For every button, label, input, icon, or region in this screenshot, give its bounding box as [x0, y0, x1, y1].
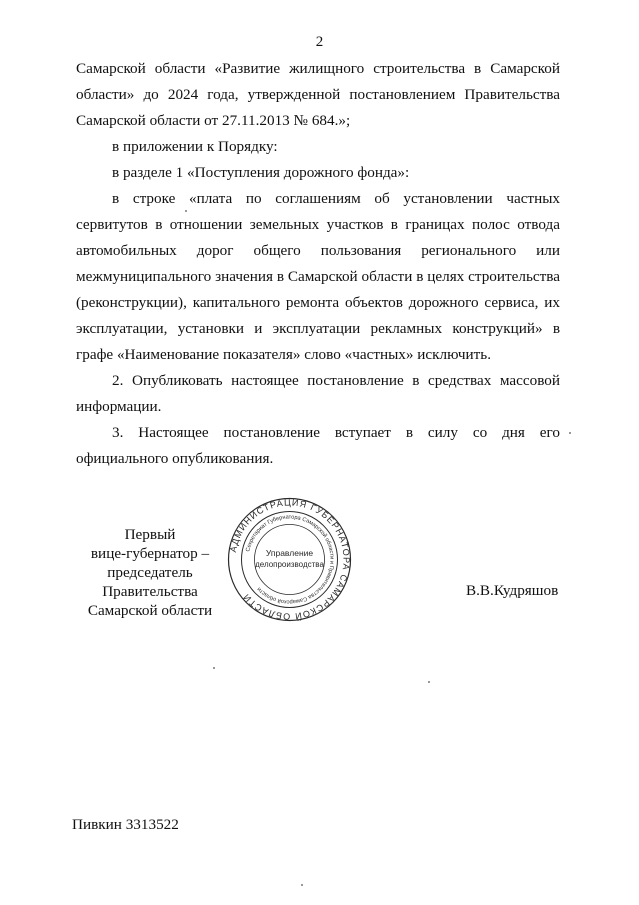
scan-speck: [185, 210, 187, 212]
scan-speck: [213, 667, 215, 669]
paragraph-appendix: в приложении к Порядку:: [112, 138, 278, 155]
signatory-title-line: вице-губернатор –: [90, 545, 210, 562]
scan-speck: [428, 681, 430, 683]
seal-inner-text: Секретариат Губернатора Самарской области и Правительства Самарской области: [245, 514, 335, 605]
signatory-name: В.В.Кудряшов: [466, 582, 559, 599]
executor-line: Пивкин 3313522: [72, 816, 179, 833]
seal-center-line2: делопроизводства: [255, 560, 324, 569]
paragraph-section-1: в разделе 1 «Поступления дорожного фонда»:: [112, 164, 410, 181]
signatory-title: [60, 525, 240, 620]
signatory-title-line: председатель Правительства: [102, 564, 198, 600]
page-number: 2: [315, 34, 324, 50]
scan-speck: [569, 432, 571, 434]
paragraph-row-amendment: в строке «плата по соглашениям об установлении частных сервитутов в отношении земельных участков в границах полос отвода автомобильных дорог общего пользования регионального или межмуниципального значения в Самарской области в целях строительства (реконструкции), капитального ремонта объектов дорожного сервиса, их эксплуатации, установки и эксплуатации рекламных конструкций» в графе «Наименование показателя» слово «частных» исключить.: [76, 190, 560, 363]
paragraph-program-reference: Самарской области «Развитие жилищного строительства в Самарской области» до 2024 года, утвержденной постановлением Правительства Самарской области от 27.11.2013 № 684.»;: [76, 60, 560, 129]
signatory-title-line: Самарской области: [87, 602, 213, 619]
paragraph-publish: 2. Опубликовать настоящее постановление в средствах массовой информации.: [76, 372, 560, 415]
paragraph-effective: 3. Настоящее постановление вступает в силу со дня его официального опубликования.: [76, 424, 560, 467]
official-stamp-seal: [227, 497, 352, 622]
signatory-title-line: Первый: [124, 526, 176, 543]
scan-speck: [301, 884, 303, 886]
document-body: [76, 56, 560, 472]
seal-center-line1: Управление: [265, 548, 314, 558]
seal-outer-text: АДМИНИСТРАЦИЯ ГУБЕРНАТОРА САМАРСКОЙ ОБЛАСТИ: [227, 497, 352, 622]
